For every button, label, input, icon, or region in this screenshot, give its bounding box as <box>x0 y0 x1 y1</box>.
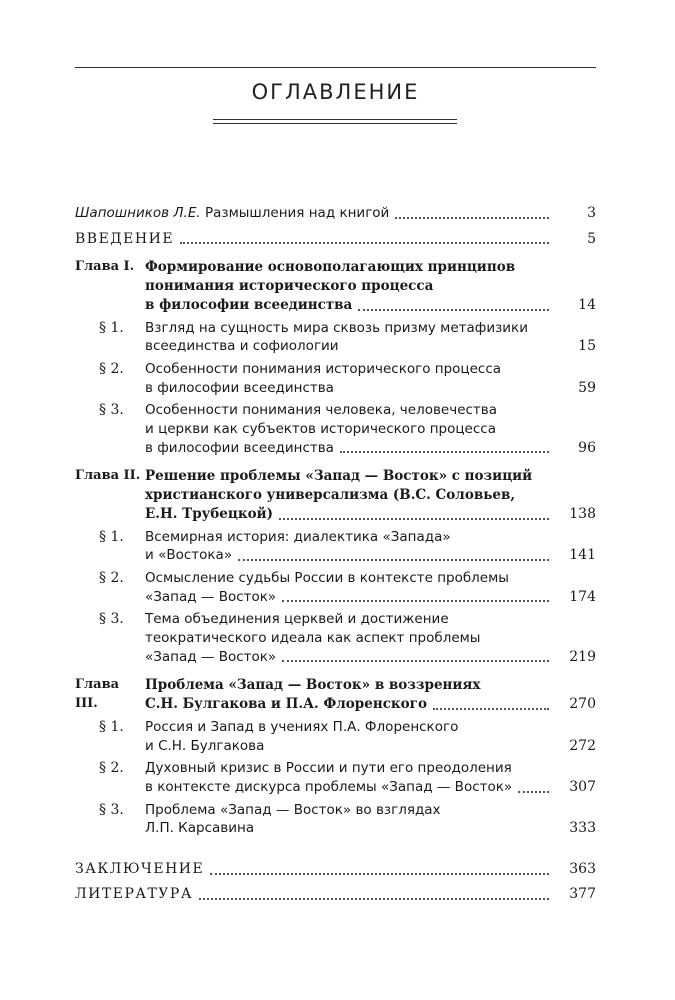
leader-dots <box>518 791 549 793</box>
toc-entry-section[interactable] <box>75 569 596 606</box>
leader-dots <box>199 898 549 900</box>
entry-author: Шапошников Л.Е. <box>75 205 201 221</box>
entry-title-line: ЛИТЕРАТУРА <box>75 885 193 902</box>
section-label: § 3. <box>99 402 124 419</box>
section-label: § 1. <box>99 319 124 336</box>
section-label: § 3. <box>99 801 124 818</box>
leader-dots <box>180 242 549 244</box>
entry-title-line: Россия и Запад в учениях П.А. Флоренского <box>145 718 459 735</box>
page-number: 219 <box>569 648 596 665</box>
entry-title-line: в философии всеединства <box>145 439 334 456</box>
entry-title-line: в философии всеединства <box>145 296 353 313</box>
header-rule <box>75 67 596 68</box>
section-label: § 2. <box>99 760 124 777</box>
toc-entry-section[interactable] <box>75 718 596 755</box>
page-number: 5 <box>587 230 596 247</box>
leader-dots <box>260 832 549 834</box>
section-label: § 1. <box>99 528 124 545</box>
page-number: 307 <box>569 778 596 795</box>
leader-dots <box>345 350 549 352</box>
page-number: 270 <box>569 696 596 713</box>
page-number: 174 <box>569 588 596 605</box>
leader-dots <box>210 873 549 875</box>
leader-dots <box>279 518 549 520</box>
entry-title-line: Формирование основополагающих принципов <box>145 259 516 276</box>
entry-title-line: Е.Н. Трубецкой) <box>145 505 273 522</box>
page-number: 59 <box>578 379 596 396</box>
toc-entry-section[interactable] <box>75 360 596 397</box>
page-number: 363 <box>569 861 596 878</box>
page-number: 3 <box>587 205 596 221</box>
section-label: § 3. <box>99 611 124 628</box>
entry-title-line: Особенности понимания исторического процесса <box>145 360 502 377</box>
leader-dots <box>282 600 549 602</box>
leader-dots <box>433 708 549 710</box>
toc-entry-section[interactable] <box>75 759 596 796</box>
entry-title-line: Всемирная история: диалектика «Запада» <box>145 528 451 545</box>
section-label: § 1. <box>99 718 124 735</box>
toc-entry-foreword[interactable] <box>75 204 596 223</box>
page-number: 141 <box>569 547 596 564</box>
entry-title-line: в философии всеединства <box>145 379 334 396</box>
toc-entry-section[interactable] <box>75 401 596 457</box>
leader-dots <box>270 749 549 751</box>
table-of-contents <box>75 204 596 904</box>
entry-title-line: Духовный кризис в России и пути его преодоления <box>145 760 512 777</box>
entry-title-line: ВВЕДЕНИЕ <box>75 230 175 247</box>
section-label: § 2. <box>99 360 124 377</box>
entry-title-line: теократического идеала как аспект проблемы <box>145 630 481 647</box>
entry-title-line: Тема объединения церквей и достижение <box>145 611 449 628</box>
toc-entry-section[interactable] <box>75 801 596 838</box>
toc-entry-conclusion[interactable] <box>75 860 596 879</box>
page-number: 377 <box>569 885 596 902</box>
toc-entry-introduction[interactable] <box>75 230 596 249</box>
entry-title-line: Размышления над книгой <box>200 205 390 221</box>
page-number: 272 <box>569 737 596 754</box>
toc-entry-section[interactable] <box>75 610 596 666</box>
entry-title-line: ЗАКЛЮЧЕНИЕ <box>75 861 205 878</box>
entry-title-line: христианского универсализма (В.С. Соловьев, <box>145 487 516 504</box>
toc-entry-bibliography[interactable] <box>75 885 596 904</box>
page-number: 14 <box>578 296 596 313</box>
leader-dots <box>395 217 549 219</box>
toc-entry-section[interactable] <box>75 319 596 356</box>
entry-title-line: «Запад — Восток» <box>145 648 277 665</box>
page-title: ОГЛАВЛЕНИЕ <box>251 80 420 104</box>
toc-entry-chapter-3[interactable] <box>75 676 596 713</box>
entry-title-line: Взгляд на сущность мира сквозь призму метафизики <box>145 319 528 336</box>
entry-title-line: и «Востока» <box>145 547 233 564</box>
toc-entry-chapter-2[interactable] <box>75 467 596 523</box>
chapter-label: Глава II. <box>75 468 141 484</box>
page-number: 333 <box>569 820 596 837</box>
toc-entry-section[interactable] <box>75 528 596 565</box>
leader-dots <box>358 309 549 311</box>
entry-title-line: «Запад — Восток» <box>145 588 277 605</box>
entry-title-line: понимания исторического процесса <box>145 278 434 295</box>
leader-dots <box>282 660 549 662</box>
entry-title-line: Особенности понимания человека, человечества <box>145 402 498 419</box>
leader-dots <box>340 391 549 393</box>
entry-title-line: Решение проблемы «Запад — Восток» с позиций <box>145 468 533 485</box>
entry-title-line: в контексте дискурса проблемы «Запад — Восток» <box>145 778 513 795</box>
title-underline <box>213 119 457 124</box>
entry-title-line: Проблема «Запад — Восток» во взглядах <box>145 801 441 818</box>
chapter-label: Глава III. <box>75 677 120 712</box>
chapter-label: Глава I. <box>75 259 135 275</box>
page-number: 96 <box>578 439 596 456</box>
leader-dots <box>340 451 549 453</box>
entry-title-line: С.Н. Булгакова и П.А. Флоренского <box>145 696 427 713</box>
toc-entry-chapter-1[interactable] <box>75 258 596 314</box>
entry-title-line: и церкви как субъектов исторического процесса <box>145 421 496 438</box>
entry-title-line: всеединства и софиологии <box>145 338 339 355</box>
entry-title-line: Л.П. Карсавина <box>145 820 255 837</box>
entry-title-line: и С.Н. Булгакова <box>145 737 265 754</box>
entry-title-line: Проблема «Запад — Восток» в воззрениях <box>145 677 481 694</box>
entry-title-line: Осмысление судьбы России в контексте проблемы <box>145 569 509 586</box>
page-number: 15 <box>578 338 596 355</box>
leader-dots <box>238 559 549 561</box>
page-number: 138 <box>569 505 596 522</box>
section-label: § 2. <box>99 569 124 586</box>
